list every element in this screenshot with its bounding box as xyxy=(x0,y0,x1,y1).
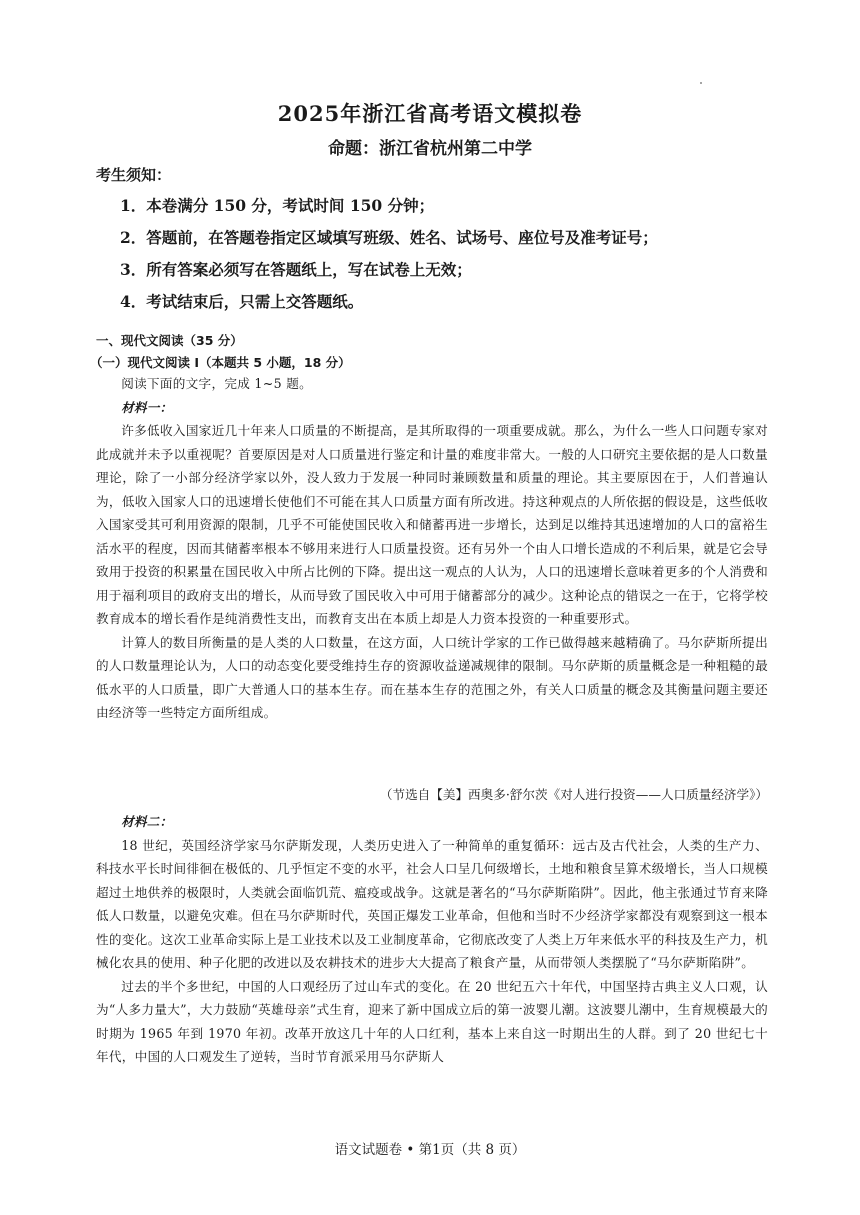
page-footer: 语文试题卷 • 第1页（共 8 页） xyxy=(334,1142,526,1158)
subsection-title: （一）现代文阅读 I（本题共 5 小题，18 分） xyxy=(90,355,351,370)
paragraph: 许多低收入国家近几十年来人口质量的不断提高，是其所取得的一项重要成就。那么，为什么一些人口问题专家对此成就并未予以重视呢？首要原因是对人口质量进行鉴定和计量的难度非常大。一般的人口研究主要依据的是人口数量理论，除了一小部分经济学家以外，没人致力于发展一种同时兼顾数量和质量的理论。其主要原因在于，人们普遍认为，低收入国家人口的迅速增长使他们不可能在其人口质量方面有所改进。持这种观点的人所依据的假设是，这些低收入国家受其可利用资源的限制，几乎不可能使国民收入和储蓄再进一步增长，达到足以维持其迅速增加的人口的富裕生活水平的程度，因而其储蓄率根本不够用来进行人口质量投资。还有另外一个由人口增长造成的不利后果，就是它会导致用于投资的积累量在国民收入中所占比例的下降。提出这一观点的人认为，人口的迅速增长意味着更多的个人消费和用于福利项目的政府支出的增长，从而导致了国民收入中可用于储蓄部分的减少。这种论点的错误之一在于，它将学校教育成本的增长看作是纯消费性支出，而教育支出在本质上却是人力资本投资的一种重要形式。 xyxy=(96,423,768,626)
material-label: 材料二： xyxy=(121,814,173,829)
notice-heading: 考生须知： xyxy=(96,166,172,184)
notice-item: 4．考试结束后，只需上交答题纸。 xyxy=(120,292,364,311)
paragraph: 计算人的数目所衡量的是人类的人口数量，在这方面，人口统计学家的工作已做得越来越精确了。马尔萨斯所提出的人口数量理论认为，人口的动态变化要受维持生存的资源收益递减规律的限制。马尔萨斯的质量概念是一种粗糙的最低水平的人口质量，即广大普通人口的基本生存。而在基本生存的范围之外，有关人口质量的概念及其衡量问题主要还由经济等一些特定方面所组成。 xyxy=(96,634,768,720)
source-citation: （节选自【美】西奥多·舒尔茨《对人进行投资——人口质量经济学》） xyxy=(379,787,768,802)
reading-passage-1 xyxy=(96,372,768,725)
notice-item: 2．答题前，在答题卷指定区域填写班级、姓名、试场号、座位号及准考证号； xyxy=(120,228,658,247)
notice-item: 1．本卷满分 150 分，考试时间 150 分钟； xyxy=(120,196,435,215)
material-label: 材料一： xyxy=(121,399,173,415)
paragraph: 过去的半个多世纪，中国的人口观经历了过山车式的变化。在 20 世纪五六十年代，中国坚持古典主义人口观，认为“人多力量大”，大力鼓励“英雄母亲”式生育，迎来了新中国成立后的第一波婴儿潮。这波婴儿潮中，生育规模最大的时期为 1965 年到 1970 年初。改革开放这几十年的人口红利，基本上来自这一时期出生的人群。到了 20 世纪七十年代，中国的人口观发生了逆转，当时节育派采用马尔萨斯人 xyxy=(96,978,768,1064)
section-title: 一、现代文阅读（35 分） xyxy=(96,333,243,348)
paragraph: 18 世纪，英国经济学家马尔萨斯发现，人类历史进入了一种简单的重复循环：远古及古代社会，人类的生产力、科技水平长时间徘徊在极低的、几乎恒定不变的水平，社会人口呈几何级增长，土地和粮食呈算术级增长，当人口规模超过土地供养的极限时，人类就会面临饥荒、瘟疫或战争。这就是著名的“马尔萨斯陷阱”。因此，他主张通过节育来降低人口数量，以避免灾难。但在马尔萨斯时代，英国正爆发工业革命，但他和当时不少经济学家都没有观察到这一根本性的变化。这次工业革命实际上是工业技术以及工业制度革命，它彻底改变了人类上万年来低水平的科技及生产力，机械化农具的使用、种子化肥的改进以及农耕技术的进步大大提高了粮食产量，从而带领人类摆脱了“马尔萨斯陷阱”。 xyxy=(96,837,768,970)
reading-passage-2 xyxy=(96,810,768,1069)
notice-item: 3．所有答案必须写在答题纸上，写在试卷上无效； xyxy=(120,260,472,279)
scan-speck xyxy=(700,82,702,84)
page-subtitle: 命题：浙江省杭州第二中学 xyxy=(328,139,532,159)
page-title: 2025年浙江省高考语文模拟卷 xyxy=(277,101,583,126)
instruction: 阅读下面的文字，完成 1~5 题。 xyxy=(121,376,312,391)
